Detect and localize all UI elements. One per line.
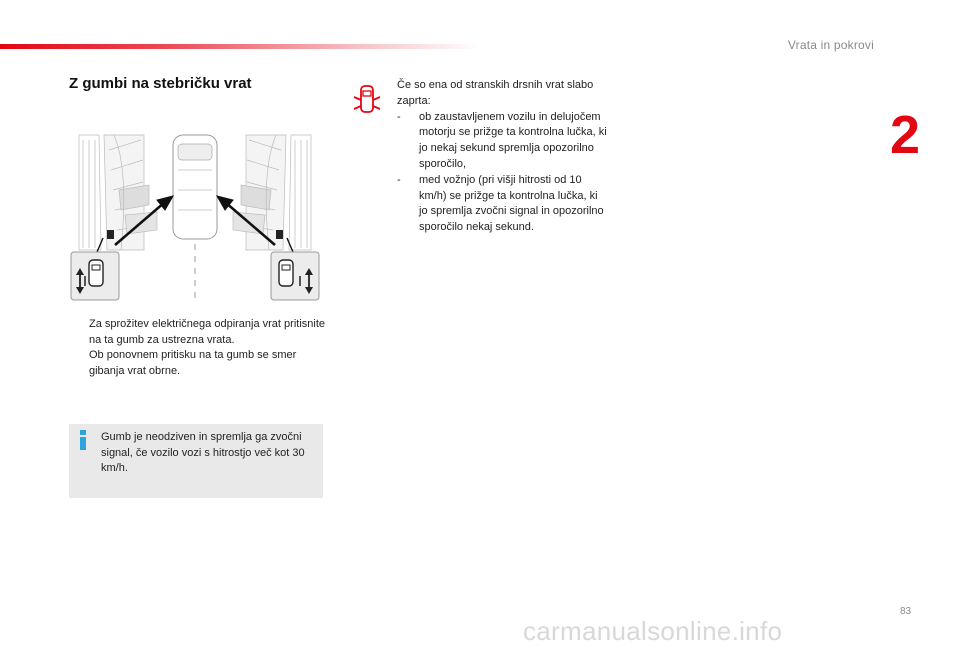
van-top-view: [173, 135, 217, 239]
info-icon: [79, 430, 87, 450]
list-item: [69, 348, 329, 379]
warning-intro: Če so ena od stranskih drsnih vrat slabo zaprta:: [397, 79, 594, 107]
page-number: 83: [900, 606, 912, 617]
list-item-text: med vožnjo (pri višji hitrosti od 10 km/h) se prižge ta kontrolna lučka, ki jo spremlja zvočni signal in opozorilno sporočilo nekaj sekund.: [419, 173, 604, 234]
section-heading: Z gumbi na stebričku vrat: [69, 75, 252, 92]
list-item-text: Ob ponovnem pritisku na ta gumb se smer gibanja vrat obrne.: [89, 349, 297, 377]
chapter-number: 2: [890, 105, 921, 165]
list-item: [69, 317, 329, 348]
section-title: Vrata in pokrovi: [787, 38, 874, 52]
sliding-door-button-icon-left: [71, 252, 119, 300]
warning-description: [397, 78, 607, 236]
list-item-text: ob zaustavljenem vozilu in delujočem motorju se prižge ta kontrolna lučka, ki jo nekaj sekund spremlja opozorilno sporočilo,: [419, 110, 607, 170]
list-item: [397, 110, 607, 173]
dash-mark: -: [397, 110, 401, 123]
info-box: [69, 424, 323, 498]
info-text: Gumb je neodziven in spremlja ga zvočni signal, če vozilo vozi s hitrostjo več kot 30 km/h.: [101, 431, 305, 474]
door-buttons-illustration: [69, 130, 321, 302]
instruction-list: [69, 317, 329, 379]
header-accent-bar: [0, 44, 480, 49]
door-warning-icon: [352, 82, 382, 116]
watermark: carmanualsonline.info: [523, 616, 783, 646]
list-item-text: Za sprožitev električnega odpiranja vrat pritisnite na ta gumb za ustrezna vrata.: [89, 318, 326, 346]
list-item: [397, 173, 607, 236]
dash-mark: -: [397, 173, 401, 186]
sliding-door-button-icon-right: [271, 252, 319, 300]
